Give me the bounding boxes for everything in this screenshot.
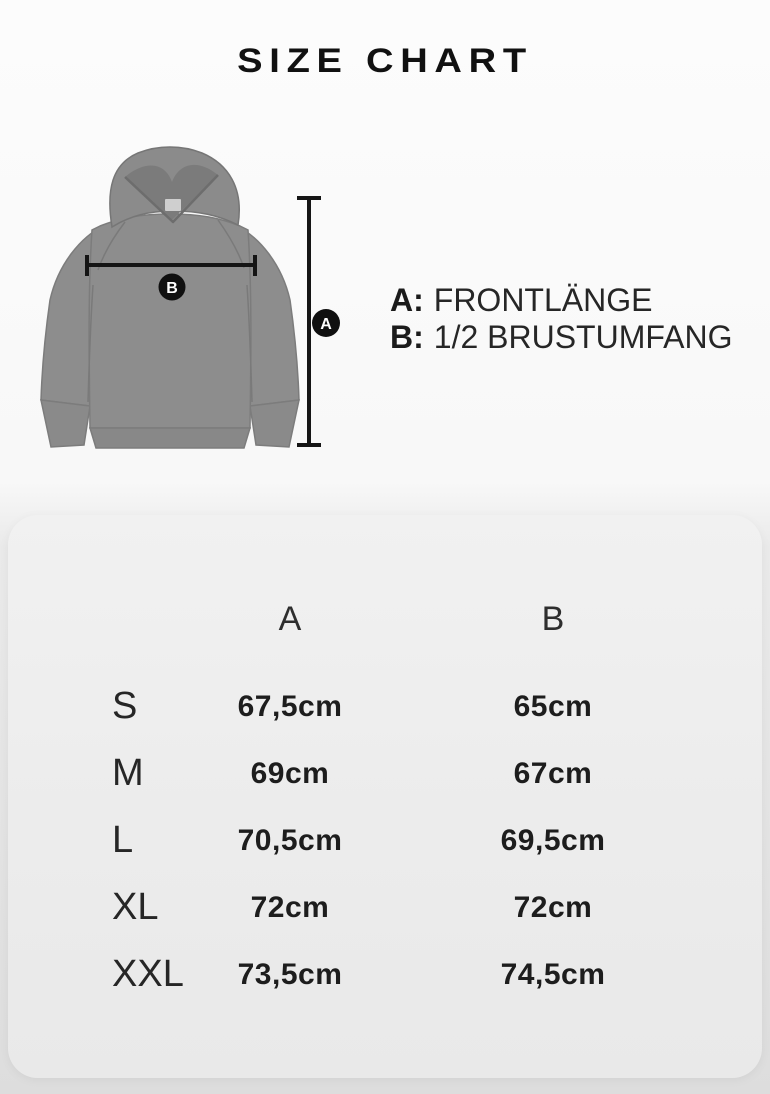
column-header-b: B <box>541 599 565 638</box>
value-b: 65cm <box>513 689 593 723</box>
table-row <box>8 941 762 1008</box>
size-label: S <box>112 685 138 727</box>
legend-text-a: FRONTLÄNGE <box>433 282 653 318</box>
badge-a-letter: A <box>320 316 332 333</box>
value-b: 72cm <box>513 890 593 924</box>
size-table-card <box>8 515 762 1078</box>
value-a: 73,5cm <box>237 957 343 991</box>
size-label: L <box>112 819 134 861</box>
hoodie-hood <box>110 147 239 227</box>
size-table <box>8 515 762 1008</box>
table-header-row <box>8 583 762 655</box>
table-rows <box>8 673 762 1008</box>
legend-text-b: 1/2 BRUSTUMFANG <box>433 319 733 355</box>
value-a: 69cm <box>250 756 330 790</box>
badge-b-letter: B <box>166 280 178 297</box>
legend-line-b <box>390 319 732 356</box>
value-a: 67,5cm <box>237 689 343 723</box>
page-title: SIZE CHART <box>237 42 533 80</box>
size-label: XL <box>112 886 159 928</box>
hoodie-illustration <box>30 130 360 480</box>
value-b: 67cm <box>513 756 593 790</box>
size-label: M <box>112 752 144 794</box>
hoodie-body <box>88 214 252 448</box>
value-b: 69,5cm <box>500 823 606 857</box>
table-row <box>8 874 762 941</box>
legend-key-a: A: <box>390 282 424 318</box>
size-label: XXL <box>112 953 184 995</box>
legend-key-b: B: <box>390 319 424 355</box>
legend-line-a <box>390 282 732 319</box>
value-a: 72cm <box>250 890 330 924</box>
value-a: 70,5cm <box>237 823 343 857</box>
measurement-legend <box>390 282 732 356</box>
column-header-a: A <box>278 599 302 638</box>
neck-tag <box>165 199 181 211</box>
table-row <box>8 807 762 874</box>
measurement-diagram <box>0 130 770 490</box>
table-row <box>8 740 762 807</box>
table-row <box>8 673 762 740</box>
measure-line-a <box>297 198 340 445</box>
value-b: 74,5cm <box>500 957 606 991</box>
